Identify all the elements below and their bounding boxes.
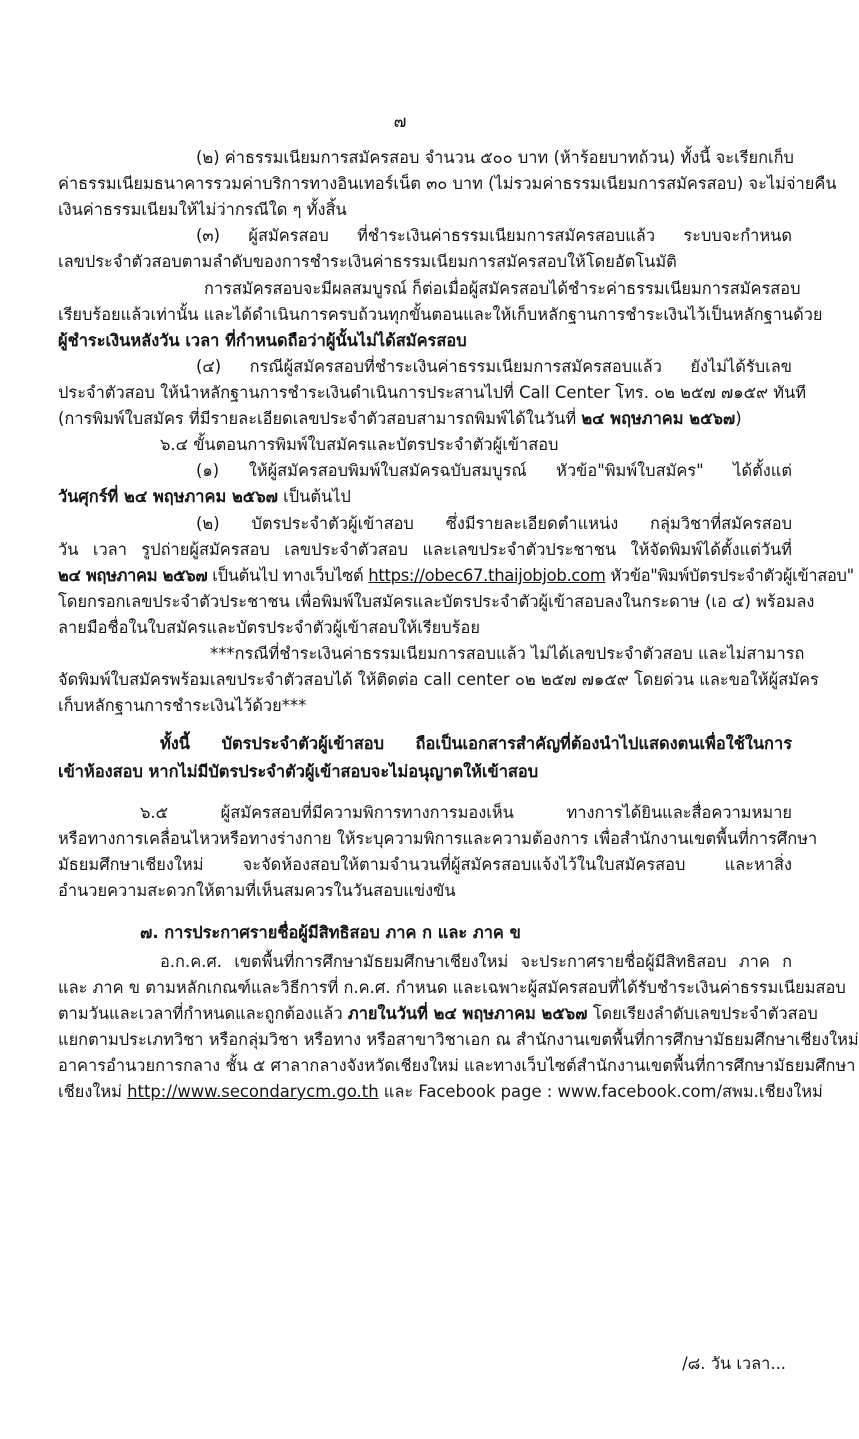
paragraph-line: อ.ก.ค.ศ. เขตพื้นที่การศึกษามัธยมศึกษาเชียงใหม่ จะประกาศรายชื่อผู้มีสิทธิสอบ ภาค ก xyxy=(160,952,792,971)
paragraph-line: (๒) บัตรประจำตัวผู้เข้าสอบ ซึ่งมีรายละเอียดตำแหน่ง กลุ่มวิชาที่สมัครสอบ xyxy=(196,514,792,533)
paragraph-line: (๔) กรณีผู้สมัครสอบที่ชำระเงินค่าธรรมเนียมการสมัครสอบแล้ว ยังไม่ได้รับเลข xyxy=(196,357,792,376)
paragraph-line: เลขประจำตัวสอบตามลำดับของการชำระเงินค่าธรรมเนียมการสมัครสอบให้โดยอัตโนมัติ xyxy=(58,252,677,271)
paragraph-line: เข้าห้องสอบ หากไม่มีบัตรประจำตัวผู้เข้าสอบจะไม่อนุญาตให้เข้าสอบ xyxy=(58,762,539,781)
paragraph-line: ลายมือชื่อในใบสมัครและบัตรประจำตัวผู้เข้าสอบให้เรียบร้อย xyxy=(58,618,480,637)
page-number: ๗ xyxy=(393,112,407,132)
paragraph-line: ค่าธรรมเนียมธนาคารรวมค่าบริการทางอินเทอร์เน็ต ๓๐ บาท (ไม่รวมค่าธรรมเนียมการสมัครสอบ) จะไม่จ่ายคืน xyxy=(58,174,837,193)
paragraph-line: หรือทางการเคลื่อนไหวหรือทางร่างกาย ให้ระบุความพิการและความต้องการ เพื่อสำนักงานเขตพื้นที่การศึกษา xyxy=(58,829,818,848)
paragraph-line: และ ภาค ข ตามหลักเกณฑ์และวิธีการที่ ก.ค.ศ. กำหนด และเฉพาะผู้สมัครสอบที่ได้รับชำระเงินค่าธรรมเนียมสอบ xyxy=(58,978,846,997)
text-run: (การพิมพ์ใบสมัคร ที่มีรายละเอียดเลขประจำตัวสอบสามารถพิมพ์ได้ในวันที่ xyxy=(58,409,582,428)
section-7-heading: ๗. การประกาศรายชื่อผู้มีสิทธิสอบ ภาค ก และ ภาค ข xyxy=(140,923,521,942)
exam-card-website-link[interactable]: https://obec67.thaijobjob.com xyxy=(368,566,606,585)
paragraph-line xyxy=(58,484,792,510)
paragraph-line: เงินค่าธรรมเนียมให้ไม่ว่ากรณีใด ๆ ทั้งสิ้น xyxy=(58,200,347,219)
paragraph-line xyxy=(58,1079,823,1105)
paragraph-line: ทั้งนี้ บัตรประจำตัวผู้เข้าสอบ ถือเป็นเอกสารสำคัญที่ต้องนำไปแสดงตนเพื่อใช้ในการ xyxy=(160,734,792,753)
paragraph-line: ประจำตัวสอบ ให้นำหลักฐานการชำระเงินดำเนินการประสานไปที่ Call Center โทร. ๐๒ ๒๕๗ ๗๑๕๙ ทันที xyxy=(58,383,807,402)
paragraph-line: ผู้ชำระเงินหลังวัน เวลา ที่กำหนดถือว่าผู้นั้นไม่ได้สมัครสอบ xyxy=(58,331,467,350)
paragraph-line: การสมัครสอบจะมีผลสมบูรณ์ ก็ต่อเมื่อผู้สมัครสอบได้ชำระค่าธรรมเนียมการสมัครสอบ xyxy=(204,279,801,298)
paragraph-line: โดยกรอกเลขประจำตัวประชาชน เพื่อพิมพ์ใบสมัครและบัตรประจำตัวผู้เข้าสอบลงในกระดาษ (เอ ๔) พร้อมลง xyxy=(58,592,815,611)
paragraph-line: ***กรณีที่ชำระเงินค่าธรรมเนียมการสอบแล้ว ไม่ได้เลขประจำตัวสอบ และไม่สามารถ xyxy=(210,644,805,663)
paragraph-line: วัน เวลา รูปถ่ายผู้สมัครสอบ เลขประจำตัวสอบ และเลขประจำตัวประชาชน ให้จัดพิมพ์ได้ตั้งแต่วันที่ xyxy=(58,540,792,559)
date-text: ภายในวันที่ ๒๔ พฤษภาคม ๒๕๖๗ xyxy=(347,1004,588,1023)
paragraph-line: (๒) ค่าธรรมเนียมการสมัครสอบ จำนวน ๕๐๐ บาท (ห้าร้อยบาทถ้วน) ทั้งนี้ จะเรียกเก็บ xyxy=(196,148,794,167)
text-run: เชียงใหม่ xyxy=(58,1082,128,1101)
paragraph-line xyxy=(58,406,792,432)
date-text: ๒๔ พฤษภาคม ๒๕๖๗ xyxy=(581,409,736,428)
paragraph-line: อาคารอำนวยการกลาง ชั้น ๕ ศาลากลางจังหวัดเชียงใหม่ และทางเว็บไซต์สำนักงานเขตพื้นที่การศึกษามัธยมศึกษา xyxy=(58,1056,856,1075)
date-text: วันศุกร์ที่ ๒๔ พฤษภาคม ๒๕๖๗ xyxy=(58,487,278,506)
next-page-reference: /๘. วัน เวลา... xyxy=(682,1354,786,1373)
section-6-4-heading: ๖.๔ ขั้นตอนการพิมพ์ใบสมัครและบัตรประจำตัวผู้เข้าสอบ xyxy=(160,435,559,454)
text-run: เป็นต้นไป xyxy=(277,487,351,506)
date-text: ๒๔ พฤษภาคม ๒๕๖๗ xyxy=(58,566,208,585)
text-run: โดยเรียงลำดับเลขประจำตัวสอบ xyxy=(587,1004,818,1023)
text-run: และ Facebook page : www.facebook.com/สพม.เชียงใหม่ xyxy=(378,1082,823,1101)
paragraph-line xyxy=(58,1001,818,1027)
paragraph-line: เรียบร้อยแล้วเท่านั้น และได้ดำเนินการครบถ้วนทุกขั้นตอนและให้เก็บหลักฐานการชำระเงินไว้เป็นหลักฐานด้วย xyxy=(58,305,823,324)
paragraph-line: เก็บหลักฐานการชำระเงินไว้ด้วย*** xyxy=(58,696,307,715)
paragraph-line: แยกตามประเภทวิชา หรือกลุ่มวิชา หรือทาง หรือสาขาวิชาเอก ณ สำนักงานเขตพื้นที่การศึกษามัธยมศึกษาเชียงใหม่ xyxy=(58,1030,859,1049)
paragraph-line: (๑) ให้ผู้สมัครสอบพิมพ์ใบสมัครฉบับสมบูรณ์ หัวข้อ"พิมพ์ใบสมัคร" ได้ตั้งแต่ xyxy=(196,461,792,480)
paragraph-line: (๓) ผู้สมัครสอบ ที่ชำระเงินค่าธรรมเนียมการสมัครสอบแล้ว ระบบจะกำหนด xyxy=(196,226,792,245)
paragraph-line: อำนวยความสะดวกให้ตามที่เห็นสมควรในวันสอบแข่งขัน xyxy=(58,881,456,900)
paragraph-line: ๖.๕ ผู้สมัครสอบที่มีความพิการทางการมองเห็น ทางการได้ยินและสื่อความหมาย xyxy=(140,803,792,822)
text-run: ตามวันและเวลาที่กำหนดและถูกต้องแล้ว xyxy=(58,1004,348,1023)
paragraph-line xyxy=(58,563,854,589)
paragraph-line: จัดพิมพ์ใบสมัครพร้อมเลขประจำตัวสอบได้ ให้ติดต่อ call center ๐๒ ๒๕๗ ๗๑๕๙ โดยด่วน และขอให้ผู้สมัคร xyxy=(58,670,819,689)
office-website-link[interactable]: http://www.secondarycm.go.th xyxy=(127,1082,379,1101)
text-run: หัวข้อ"พิมพ์บัตรประจำตัวผู้เข้าสอบ" xyxy=(605,566,854,585)
text-run: เป็นต้นไป ทางเว็บไซต์ xyxy=(207,566,369,585)
paragraph-line: มัธยมศึกษาเชียงใหม่ จะจัดห้องสอบให้ตามจำนวนที่ผู้สมัครสอบแจ้งไว้ในใบสมัครสอบ และหาสิ่ง xyxy=(58,855,792,874)
text-run: ) xyxy=(735,409,742,428)
